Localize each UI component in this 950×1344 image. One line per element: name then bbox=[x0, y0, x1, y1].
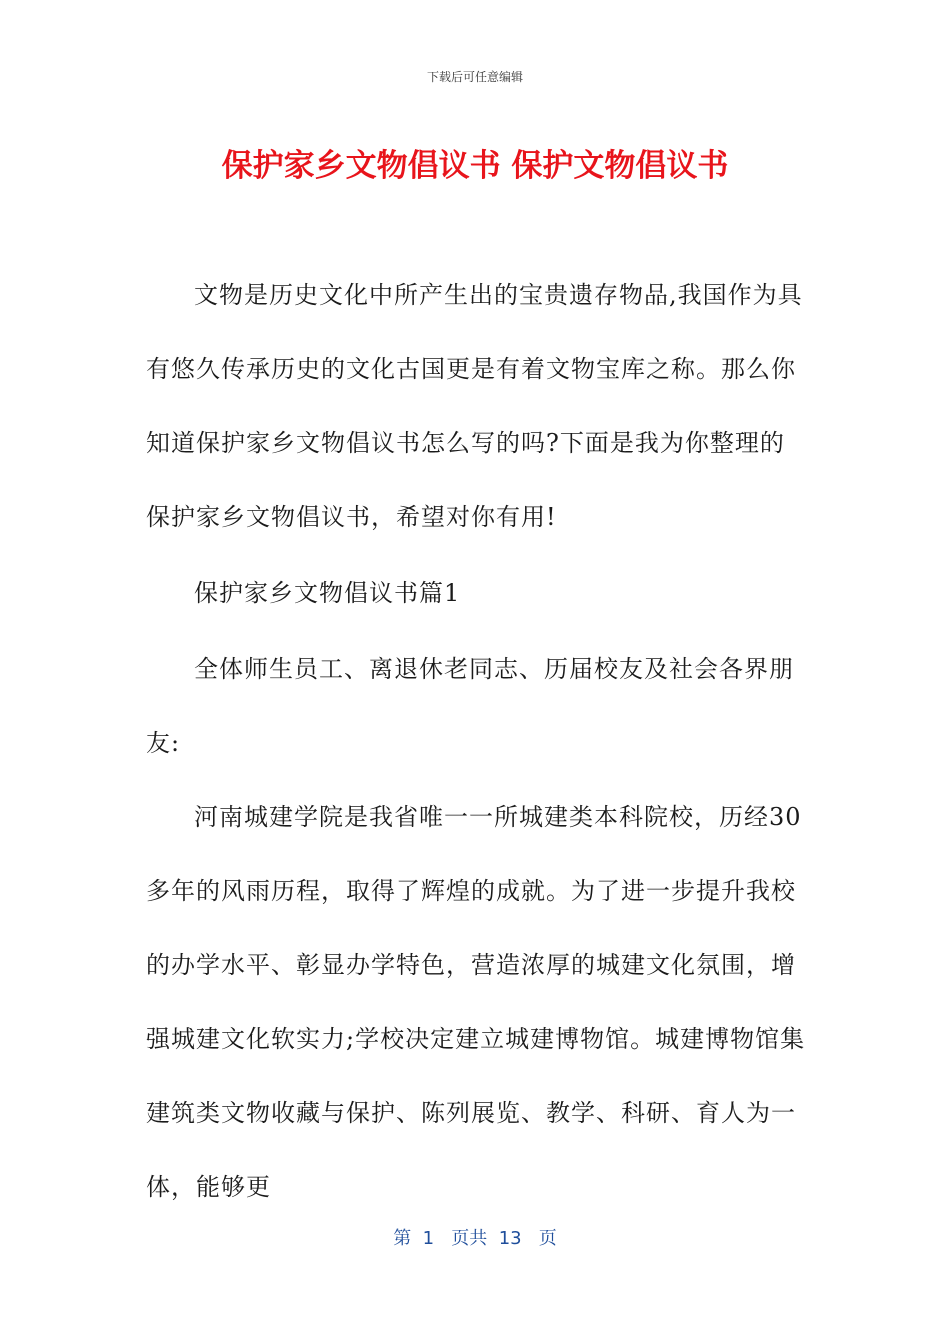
paragraph-body: 河南城建学院是我省唯一一所城建类本科院校，历经30多年的风雨历程，取得了辉煌的成就。为了进一步提升我校的办学水平、彰显办学特色，营造浓厚的城建文化氛围，增强城建文化软实力;学校决定建立城建博物馆。城建博物馆集建筑类文物收藏与保护、陈列展览、教学、科研、育人为一体，能够更 bbox=[146, 803, 806, 1201]
header-note: 下载后可任意编辑 bbox=[426, 70, 523, 84]
paragraph-section-heading: 保护家乡文物倡议书篇1 bbox=[194, 579, 461, 607]
document-title: 保护家乡文物倡议书 保护文物倡议书 bbox=[221, 148, 729, 184]
page-footer: 第 1 页共 13 页 bbox=[393, 1228, 557, 1249]
paragraph-intro: 文物是历史文化中所产生出的宝贵遗存物品,我国作为具有悠久传承历史的文化古国更是有着文物宝库之称。那么你知道保护家乡文物倡议书怎么写的吗?下面是我为你整理的保护家乡文物倡议书，希望对你有用! bbox=[146, 281, 803, 531]
paragraph-salutation: 全体师生员工、离退休老同志、历届校友及社会各界朋友: bbox=[146, 655, 794, 757]
